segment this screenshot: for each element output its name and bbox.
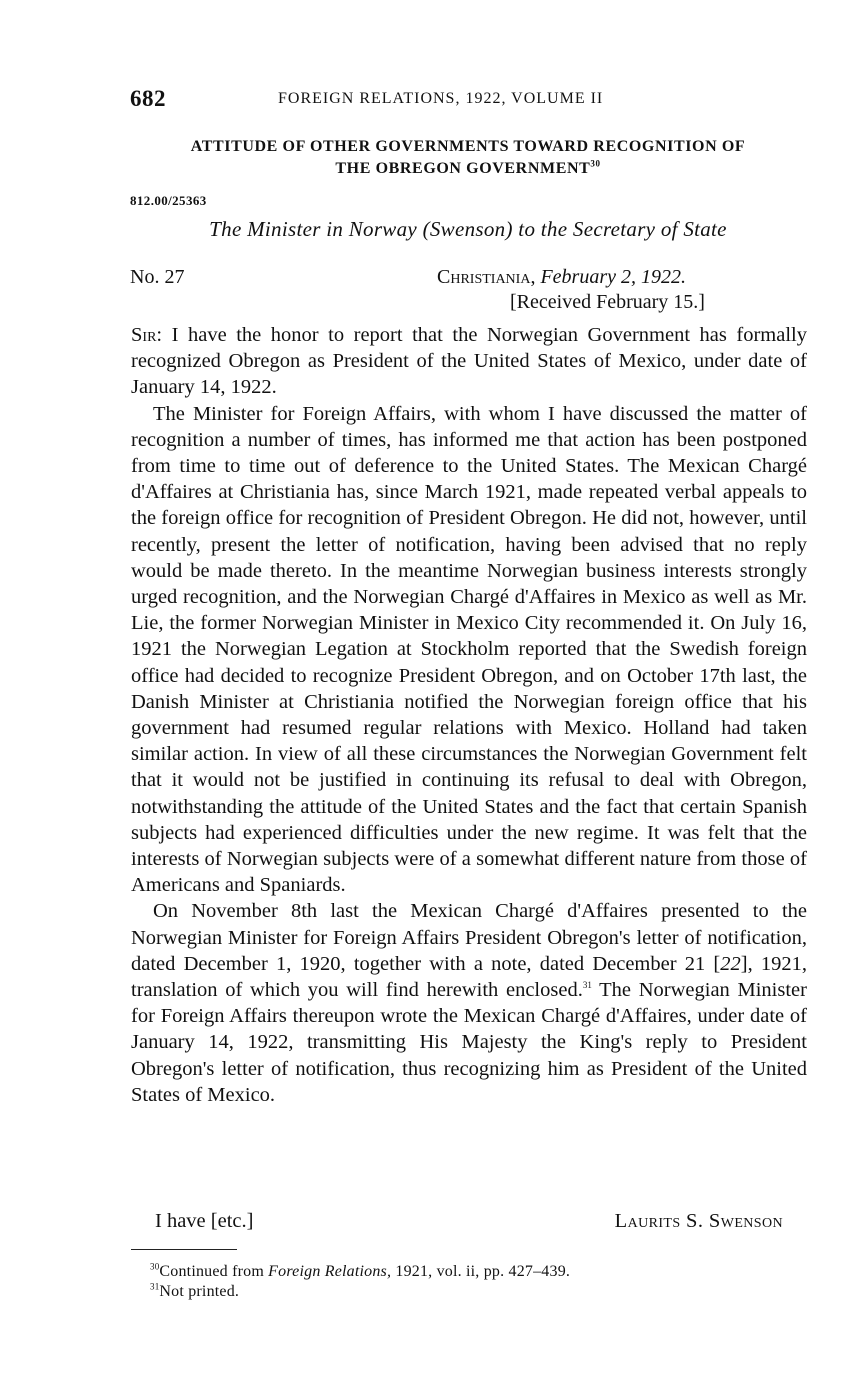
paragraph-2: The Minister for Foreign Affairs, with whom I have discussed the matter of recognition a number of times, has informed me that action has been postponed from time to time out of deference to the United States. The Mexican Chargé d'Affaires at Christiania has, since March 1921, made repeated verbal appeals to the foreign office for recognition of President Obregon. He did not, however, until recently, present the letter of notification, having been advised that no reply would be made thereto. In the meantime Norwegian business interests strongly urged recognition, and the Norwegian Chargé d'Affaires in Mexico as well as Mr. Lie, the former Norwegian Minister in Mexico City recommended it. On July 16, 1921 the Norwegian Legation at Stockholm reported that the Swedish foreign office had decided to recognize President Obregon, and on October 17th last, the Danish Minister at Christiania notified the Norwegian foreign office that his government had resumed regular relations with Mexico. Holland had taken similar action. In view of all these circumstances the Norwegian Government felt that it would not be justified in continuing its refusal to deal with Obregon, notwithstanding the attitude of the United States and the fact that certain Spanish subjects had experienced difficulties under the new regime. It was felt that the interests of Norwegian subjects were of a somewhat different nature from those of Americans and Spaniards. (131, 402, 807, 897)
paragraph-3-part-3: The Norwegian Minister for Foreign Affairs thereupon wrote the Mexican Chargé d'Affaires, under date of January 14, 1922, transmitting His Majesty the King's reply to President Obregon's letter of notification, thus recognizing him as President of the United States of Mexico. (131, 979, 807, 1106)
footnote-ref-31: 31 (582, 980, 592, 991)
received-date: [Received February 15.] (510, 291, 705, 313)
paragraph-3-part-1: On November 8th last the Mexican Chargé d'Affaires presented to the Norwegian Minister for Foreign Affairs President Obregon's letter of notification, dated December 1, 1920, together with a note, dated December 21 [ (131, 900, 807, 975)
footnote-30-text-after: 1921, vol. ii, pp. 427–439. (391, 1263, 571, 1280)
document-heading: The Minister in Norway (Swenson) to the Secretary of State (209, 217, 727, 241)
dateline-place: Christiania, (437, 266, 536, 288)
closing (131, 1210, 807, 1238)
section-title-line-2 (130, 158, 806, 180)
running-title: FOREIGN RELATIONS, 1922, VOLUME II (278, 90, 604, 107)
running-head (130, 86, 806, 116)
footnote-30-source: Foreign Relations, (268, 1263, 392, 1280)
footnote-31 (150, 1282, 570, 1302)
footnote-divider (131, 1249, 237, 1250)
footnote-30-text-before: Continued from (159, 1263, 269, 1280)
file-number: 812.00/25363 (130, 193, 207, 208)
document-number: No. 27 (130, 266, 185, 288)
section-title (130, 136, 806, 180)
paragraph-1 (131, 322, 807, 401)
letter-body (131, 322, 807, 1108)
editorial-correction: 22 (720, 952, 741, 975)
paragraph-3-part-2: ], 1921, translation of which you will find herewith enclosed. (131, 952, 808, 1002)
section-title-line-1: ATTITUDE OF OTHER GOVERNMENTS TOWARD RECOGNITION OF (190, 138, 746, 155)
footnotes (150, 1262, 570, 1302)
complimentary-close: I have [etc.] (155, 1210, 254, 1232)
signature: Laurits S. Swenson (614, 1210, 783, 1232)
paragraph-3 (131, 898, 807, 1108)
footnote-30-marker: 30 (150, 1261, 160, 1272)
footnote-30 (150, 1262, 570, 1282)
footnote-31-marker: 31 (150, 1281, 160, 1292)
section-title-text: THE OBREGON GOVERNMENT (335, 160, 591, 177)
footnote-31-text: Not printed. (159, 1283, 240, 1300)
salutation: Sir: (131, 324, 163, 346)
footnote-ref-30: 30 (590, 158, 601, 169)
dateline (437, 266, 686, 289)
page-number: 682 (130, 86, 166, 111)
paragraph-1-text: I have the honor to report that the Norwegian Government has formally recognized Obregon as President of the United States of Mexico, under date of January 14, 1922. (131, 324, 807, 399)
dateline-date: February 2, 1922. (540, 266, 686, 288)
